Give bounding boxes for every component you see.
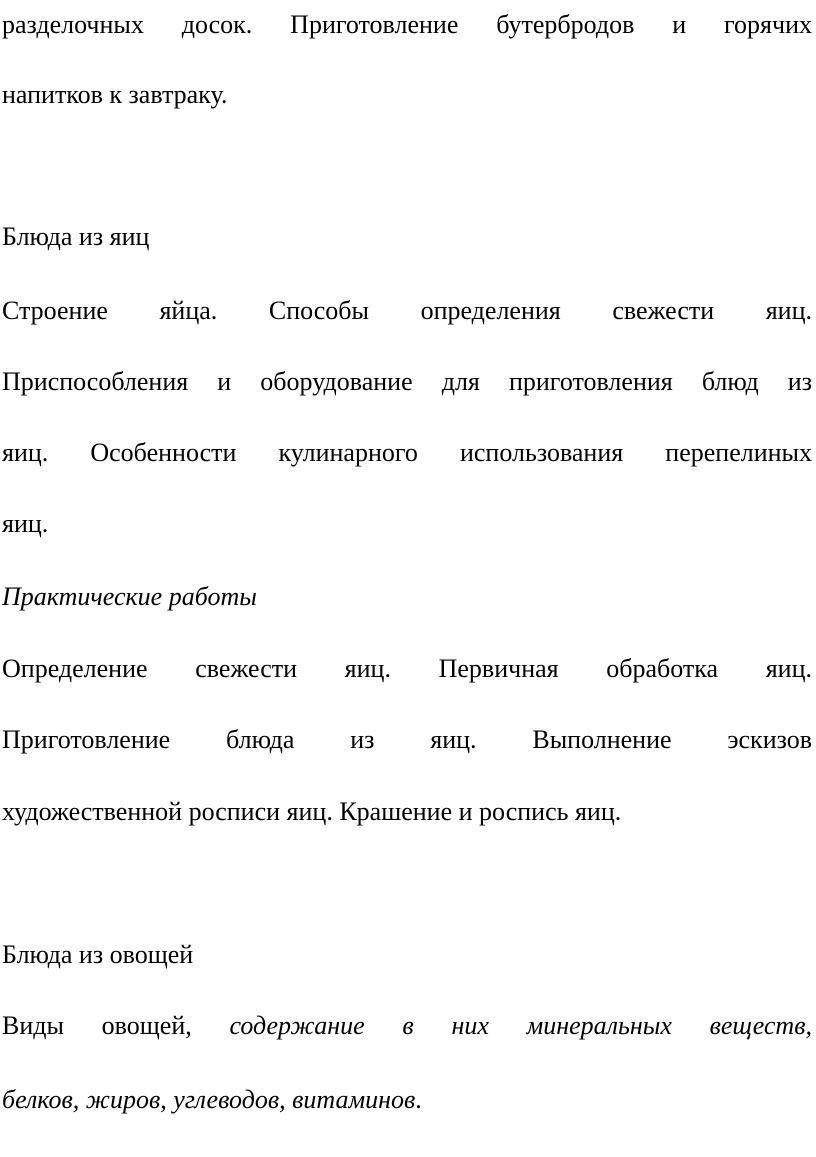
vegetables-heading: Блюда из овощей: [2, 940, 194, 969]
intro-line-1: разделочных досок. Приготовление бутербродов и горячих: [2, 10, 812, 39]
vegetables-line-1: [2, 1011, 812, 1041]
eggs-body-line-3: яиц. Особенности кулинарного использования перепелиных: [2, 438, 812, 467]
practical-works-heading: Практические работы: [2, 582, 257, 611]
eggs-body-line-1: Строение яйца. Способы определения свежести яиц.: [2, 296, 812, 325]
eggs-body-line-4: яиц.: [2, 509, 49, 538]
vegetables-line-2: [2, 1085, 812, 1115]
intro-line-2: напитков к завтраку.: [2, 80, 228, 109]
vegetables-line-2-end: .: [415, 1085, 422, 1114]
practical-line-2: Приготовление блюда из яиц. Выполнение эскизов: [2, 725, 812, 754]
practical-line-3: художественной росписи яиц. Крашение и роспись яиц.: [2, 797, 622, 826]
eggs-body-line-2: Приспособления и оборудование для приготовления блюд из: [2, 367, 812, 396]
vegetables-line-2-italic: белков, жиров, углеводов, витаминов: [2, 1085, 416, 1114]
practical-line-1: Определение свежести яиц. Первичная обработка яиц.: [2, 654, 812, 683]
vegetables-line-1-italic: содержание в них минеральных веществ,: [229, 1011, 812, 1040]
vegetables-line-1-plain: Виды овощей,: [2, 1011, 230, 1040]
eggs-heading: Блюда из яиц: [2, 222, 150, 251]
